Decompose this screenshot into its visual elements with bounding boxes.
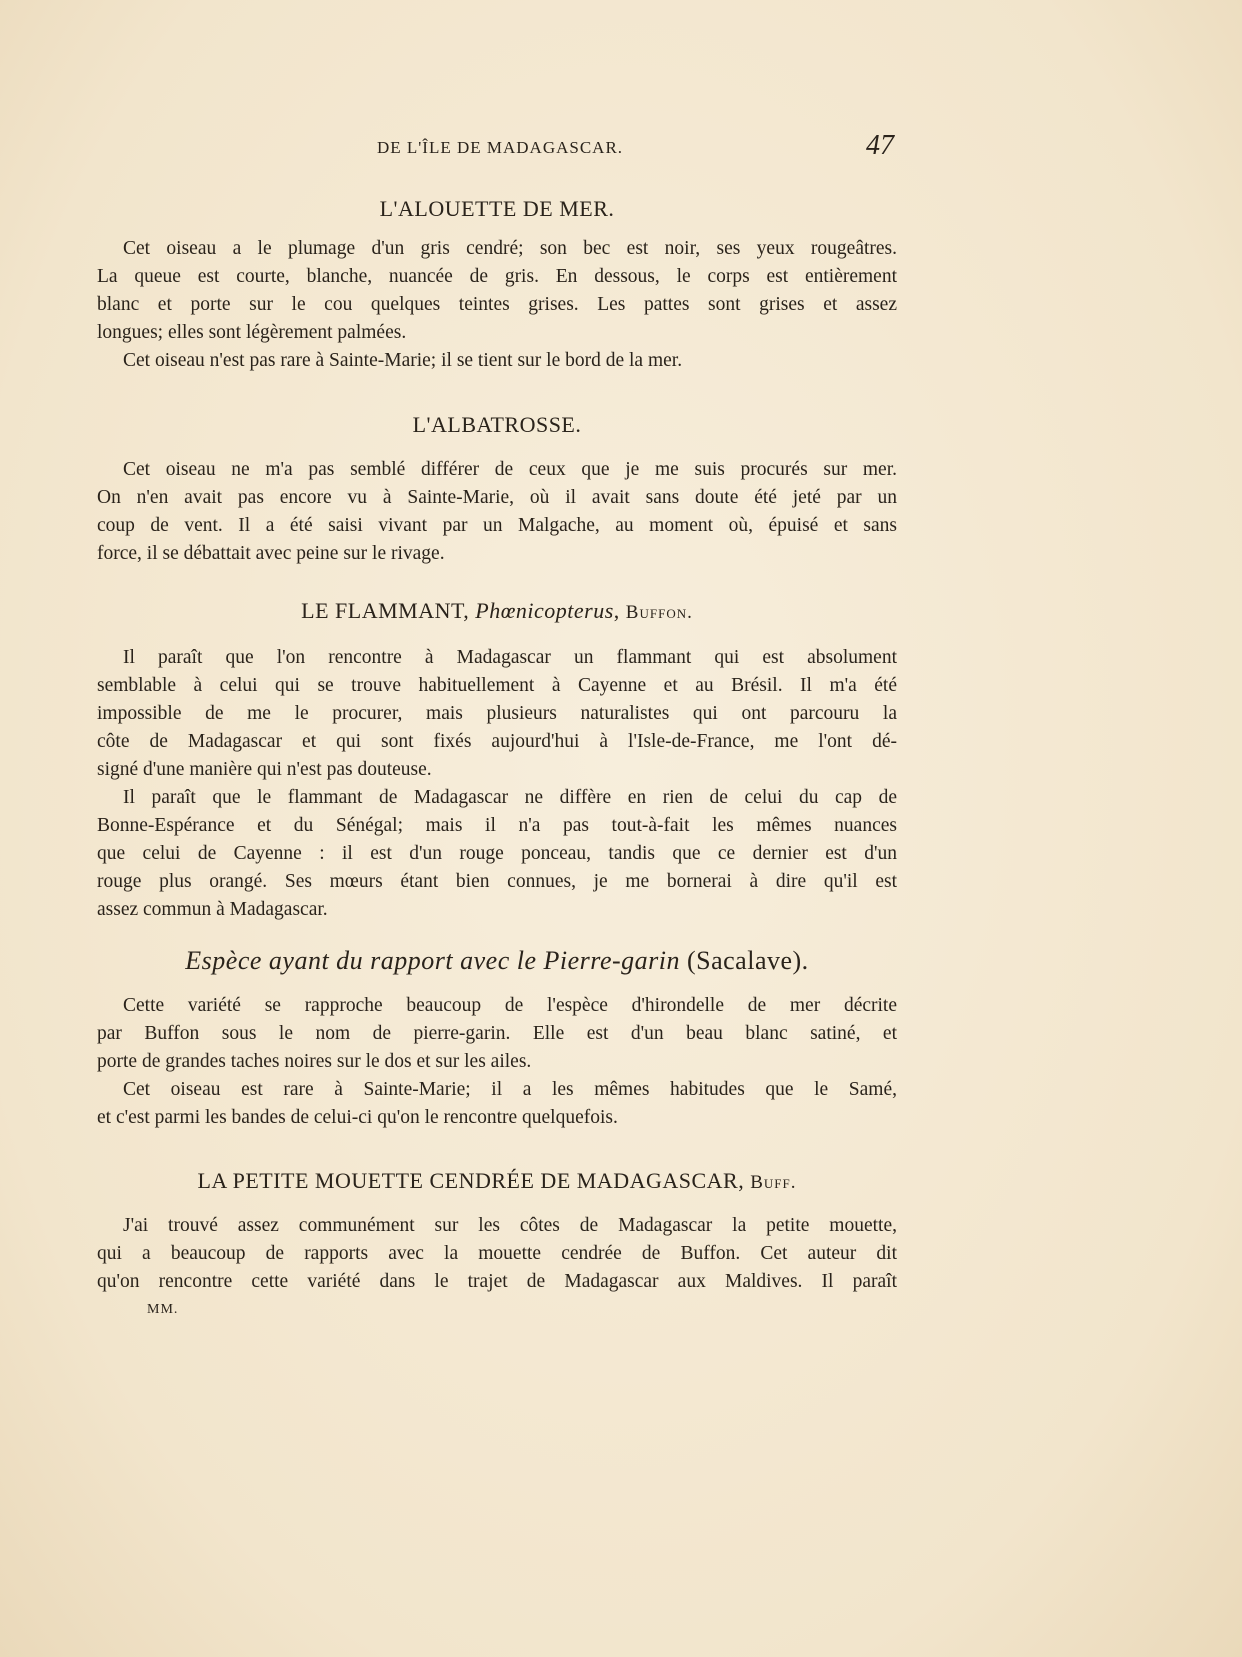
text-line: Cet oiseau ne m'a pas semblé différer de ceux que je me suis procurés sur mer. <box>123 459 897 480</box>
text-line: que celui de Cayenne : il est d'un rouge ponceau, tandis que ce dernier est d'un <box>97 843 897 864</box>
text-line: Cet oiseau est rare à Sainte-Marie; il a les mêmes habitudes que le Samé, <box>123 1079 897 1100</box>
text-line: La queue est courte, blanche, nuancée de gris. En dessous, le corps est entièrement <box>97 266 897 287</box>
text-line: semblable à celui qui se trouve habituellement à Cayenne et au Brésil. Il m'a été <box>97 675 897 696</box>
text-line: Il paraît que l'on rencontre à Madagascar un flammant qui est absolument <box>123 647 897 668</box>
section-heading <box>97 1168 897 1194</box>
text-line: impossible de me le procurer, mais plusieurs naturalistes qui ont parcouru la <box>97 703 897 724</box>
heading-native-name: (Sacalave). <box>686 946 809 975</box>
running-head <box>370 138 630 158</box>
text-line: qu'on rencontre cette variété dans le trajet de Madagascar aux Maldives. Il paraît <box>97 1271 897 1292</box>
text-line: côte de Madagascar et qui sont fixés aujourd'hui à l'Isle-de-France, me l'ont dé- <box>97 731 897 752</box>
text-line: Bonne-Espérance et du Sénégal; mais il n'a pas tout-à-fait les mêmes nuances <box>97 815 897 836</box>
page-number: 47 <box>866 130 894 161</box>
text-line: Cette variété se rapproche beaucoup de l'espèce d'hirondelle de mer décrite <box>123 995 897 1016</box>
running-head-prefix: DE L'ÎLE DE <box>376 138 482 157</box>
text-line: assez commun à Madagascar. <box>97 899 328 920</box>
heading-author: Buffon. <box>625 602 693 623</box>
section-body <box>97 456 897 568</box>
running-head-place: MADAGASCAR. <box>486 138 624 157</box>
heading-author: Buff. <box>750 1172 797 1193</box>
text-line: longues; elles sont légèrement palmées. <box>97 322 407 343</box>
text-line: force, il se débattait avec peine sur le rivage. <box>97 543 445 564</box>
section-body <box>97 1212 897 1296</box>
heading-title: Espèce ayant du rapport avec le Pierre-garin <box>185 946 680 975</box>
text-line: porte de grandes taches noires sur le dos et sur les ailes. <box>97 1051 532 1072</box>
signature-mark: MM. <box>147 1302 179 1317</box>
text-line: rouge plus orangé. Ses mœurs étant bien connues, je me bornerai à dire qu'il est <box>97 871 897 892</box>
section-body <box>97 992 897 1132</box>
text-line: et c'est parmi les bandes de celui-ci qu'on le rencontre quelquefois. <box>97 1107 618 1128</box>
text-line: Cet oiseau n'est pas rare à Sainte-Marie; il se tient sur le bord de la mer. <box>123 350 683 371</box>
text-line: signé d'une manière qui n'est pas douteuse. <box>97 759 432 780</box>
text-line: J'ai trouvé assez communément sur les côtes de Madagascar la petite mouette, <box>123 1215 897 1236</box>
section-heading <box>97 946 897 976</box>
section-heading: LE FLAMMANT, Phœnicopterus, Buffon. <box>301 598 693 623</box>
heading-title: LA PETITE MOUETTE CENDRÉE DE MADAGASCAR, <box>197 1168 745 1193</box>
text-line: blanc et porte sur le cou quelques teintes grises. Les pattes sont grises et assez <box>97 294 897 315</box>
text-line: Il paraît que le flammant de Madagascar ne diffère en rien de celui du cap de <box>123 787 897 808</box>
section-heading: L'ALBATROSSE. <box>412 412 582 437</box>
text-line: Cet oiseau a le plumage d'un gris cendré; son bec est noir, ses yeux rougeâtres. <box>123 238 897 259</box>
heading-latin-name: Phœnicopterus <box>475 598 614 623</box>
section-body <box>97 644 897 924</box>
section-heading: L'ALOUETTE DE MER. <box>379 196 615 221</box>
text-line: coup de vent. Il a été saisi vivant par un Malgache, au moment où, épuisé et sans <box>97 515 897 536</box>
text-line: qui a beaucoup de rapports avec la mouette cendrée de Buffon. Cet auteur dit <box>97 1243 897 1264</box>
heading-title: LE FLAMMANT, <box>301 598 470 623</box>
text-line: par Buffon sous le nom de pierre-garin. Elle est d'un beau blanc satiné, et <box>97 1023 897 1044</box>
section-body <box>97 235 897 375</box>
text-line: On n'en avait pas encore vu à Sainte-Marie, où il avait sans doute été jeté par un <box>97 487 897 508</box>
